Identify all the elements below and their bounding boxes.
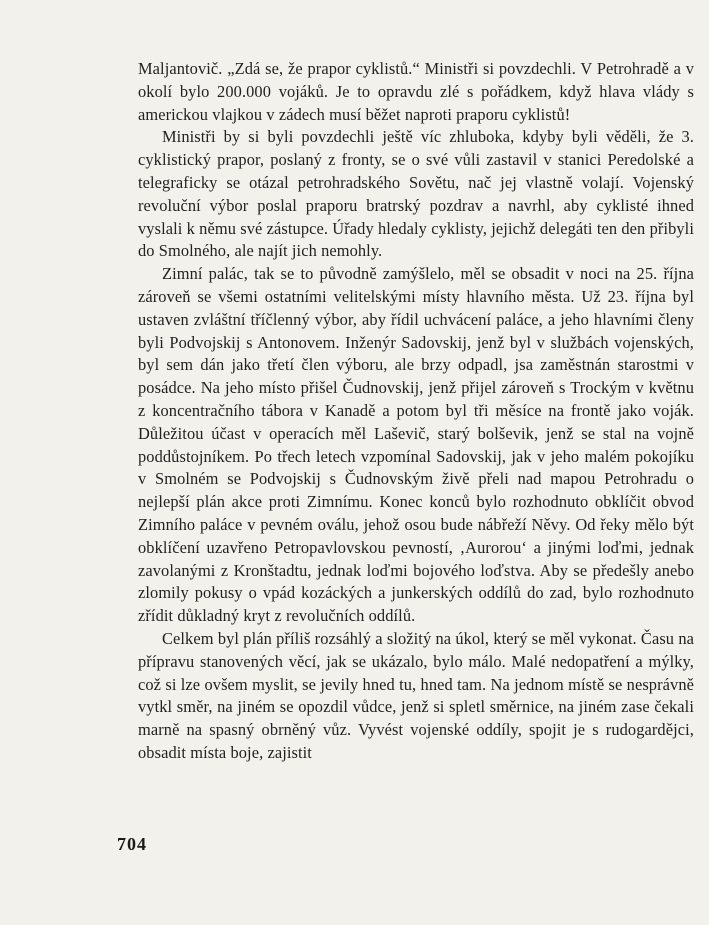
body-text	[138, 58, 694, 765]
paragraph: Celkem byl plán příliš rozsáhlý a složitý na úkol, který se měl vykonat. Času na přípravu stanovených věcí, jak se ukázalo, bylo málo. Malé nedopatření a mýlky, což si lze ovšem myslit, se jevily hned tu, hned tam. Na jednom místě se nesprávně vytkl směr, na jiném se opozdil vůdce, jenž si spletl směrnice, na jiném zase čekali marně na spasný obrněný vůz. Vyvést vojenské oddíly, spojit je s rudogardějci, obsadit místa boje, zajistit	[138, 628, 694, 762]
paragraph: Ministři by si byli povzdechli ještě víc zhluboka, kdyby byli věděli, že 3. cyklistický prapor, poslaný z fronty, se o své vůli zastavil v stanici Peredolské a telegraficky se otázal petrohradského Sovětu, nač jej vlastně volají. Vojenský revoluční výbor poslal praporu bratrský pozdrav a navrhl, aby cyklisté ihned vyslali k němu své zástupce. Úřady hledaly cyklisty, jejichž delegáti ten den přibyli do Smolného, ale najít jich nemohly.	[138, 127, 694, 261]
page-number: 704	[117, 834, 147, 854]
paragraph: Zimní palác, tak se to původně zamýšlelo, měl se obsadit v noci na 25. října zároveň se všemi ostatními velitelskými místy hlavního města. Už 23. října byl ustaven zvláštní tříčlenný výbor, aby řídil uchvácení paláce, a jeho hlavními členy byli Podvojskij s Antonovem. Inženýr Sadovskij, jenž byl v službách vojenských, byl sem dán jako třetí člen výboru, ale brzy odpadl, jsa zaměstnán starostmi v posádce. Na jeho místo přišel Čudnovskij, jenž přijel zároveň s Trockým v květnu z koncentračního tábora v Kanadě a potom byl tři měsíce na frontě jako voják. Důležitou účast v operacích měl Laševič, starý bolševik, jenž se stal na vojně poddůstojníkem. Po třech letech vzpomínal Sadovskij, jak v jeho malém pokojíku v Smolném se Podvojskij s Čudnovským živě přeli nad mapou Petrohradu o nejlepší plán akce proti Zimnímu. Konec konců bylo rozhodnuto obklíčit obvod Zimního paláce v pevném oválu, jehož osou bude nábřeží Něvy. Od řeky mělo být obklíčení uzavřeno Petropavlovskou pevností, ‚Aurorou‘ a jinými loďmi, jednak zavolanými z Kronštadtu, jednak loďmi bojového loďstva. Aby se předešly anebo zlomily pokusy o vpád kozáckých a junkerských oddílů do zad, bylo rozhodnuto zřídit důkladný kryt z revolučních oddílů.	[138, 264, 694, 626]
paragraph-continuation: Maljantovič. „Zdá se, že prapor cyklistů.“ Ministři si povzdechli. V Petrohradě a v okolí bylo 200.000 vojáků. Je to opravdu zlé s pořádkem, když hlava vlády s americkou vlajkou v zádech musí běžet naproti praporu cyklistů!	[138, 59, 694, 124]
